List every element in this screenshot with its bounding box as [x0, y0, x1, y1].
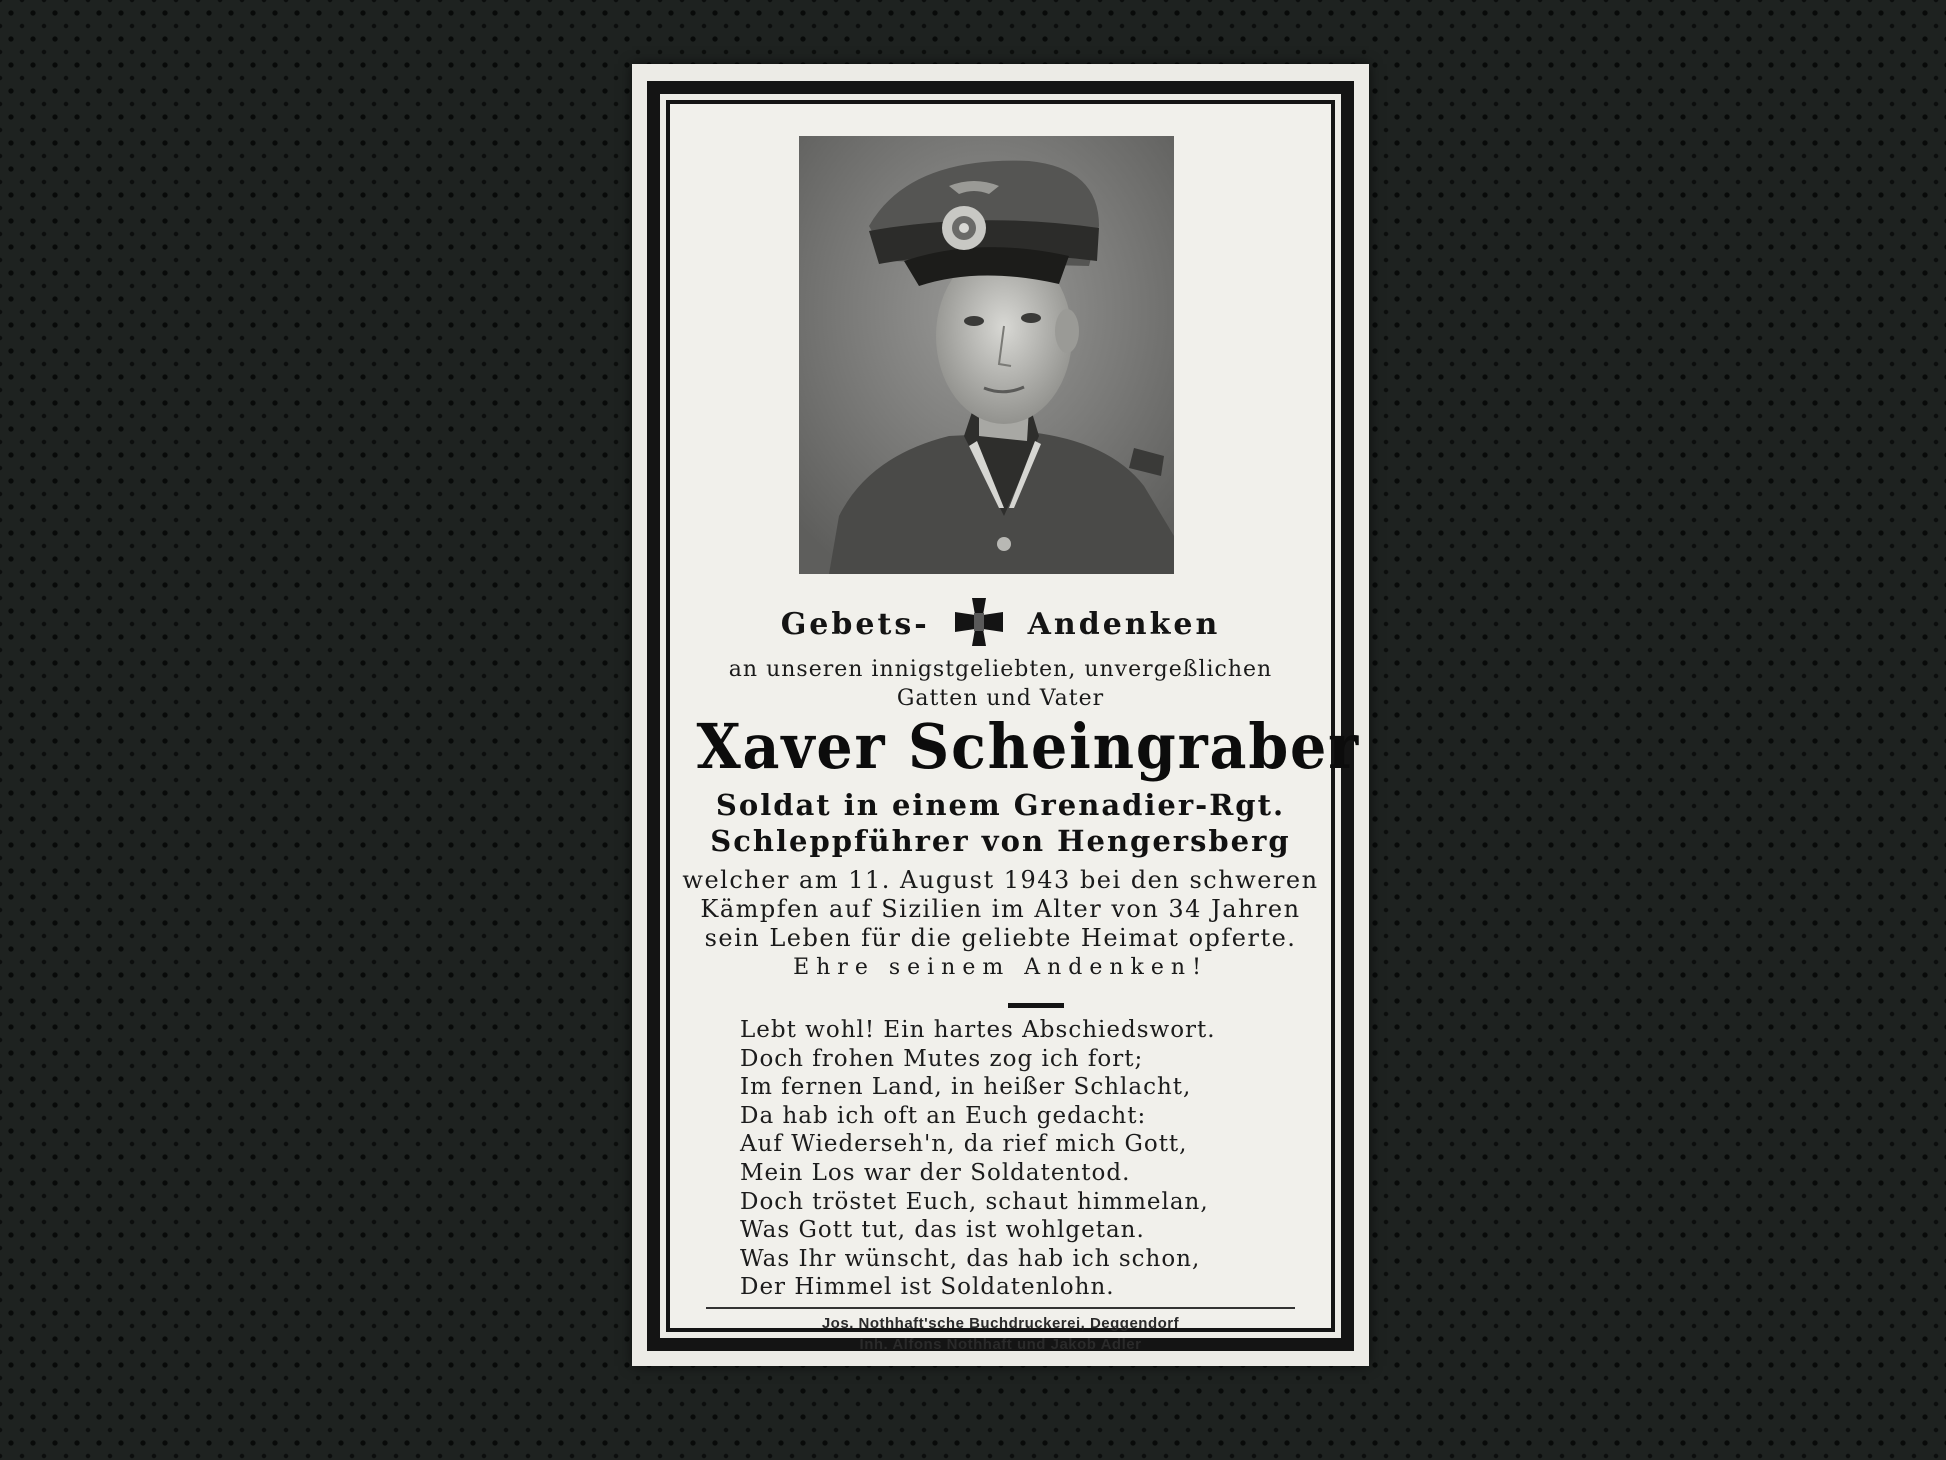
prayer-memorial-heading [670, 592, 1331, 656]
poem-line: Lebt wohl! Ein hartes Abschiedswort. [740, 1017, 1216, 1043]
body-line-3: sein Leben für die geliebte Heimat opferte. [704, 924, 1297, 952]
honor-line: Ehre seinem Andenken! [793, 955, 1208, 980]
poem-line: Im fernen Land, in heißer Schlacht, [740, 1074, 1192, 1101]
inner-border [666, 100, 1361, 1353]
poem-line: Mein Los war der Soldatentod. [740, 1159, 1131, 1186]
poem-line: Doch frohen Mutes zog ich fort; [740, 1045, 1144, 1072]
heading-left-word: Gebets- [780, 606, 930, 642]
poem-line: Was Ihr wünscht, das hab ich schon, [740, 1245, 1201, 1272]
card-content [670, 104, 1361, 1353]
body-line-1: welcher am 11. August 1943 bei den schweren [682, 866, 1319, 894]
heading-right-word: Andenken [1027, 606, 1221, 642]
poem-line: Auf Wiederseh'n, da rief mich Gott, [740, 1131, 1188, 1158]
intro-line-2: Gatten und Vater [896, 686, 1105, 711]
intro-line-1: an unseren innigstgeliebten, unvergeßlichen [728, 657, 1273, 682]
divider [1008, 1003, 1064, 1008]
soldier-portrait-photo [799, 136, 1174, 574]
poem-line: Doch tröstet Euch, schaut himmelan, [740, 1188, 1209, 1215]
farewell-poem [740, 1016, 1320, 1302]
printer-line-2: Inh. Alfons Nothhaft und Jakob Adler [859, 1336, 1142, 1353]
black-mourning-border [647, 81, 1361, 1353]
iron-cross-icon [952, 595, 1006, 653]
printer-line-1: Jos. Nothhaft'sche Buchdruckerei, Deggendorf [821, 1315, 1180, 1332]
poem-line: Der Himmel ist Soldatenlohn. [740, 1274, 1115, 1301]
body-line-2: Kämpfen auf Sizilien im Alter von 34 Jahren [700, 895, 1301, 923]
rank-line-1: Soldat in einem Grenadier-Rgt. [715, 788, 1286, 822]
deceased-name: Xaver Scheingraber [696, 710, 1361, 783]
printer-rule [706, 1307, 1295, 1309]
poem-line: Was Gott tut, das ist wohlgetan. [740, 1217, 1145, 1244]
rank-line-2: Schleppführer von Hengersberg [710, 824, 1291, 858]
memorial-card [632, 64, 1369, 1366]
poem-line: Da hab ich oft an Euch gedacht: [740, 1102, 1147, 1129]
